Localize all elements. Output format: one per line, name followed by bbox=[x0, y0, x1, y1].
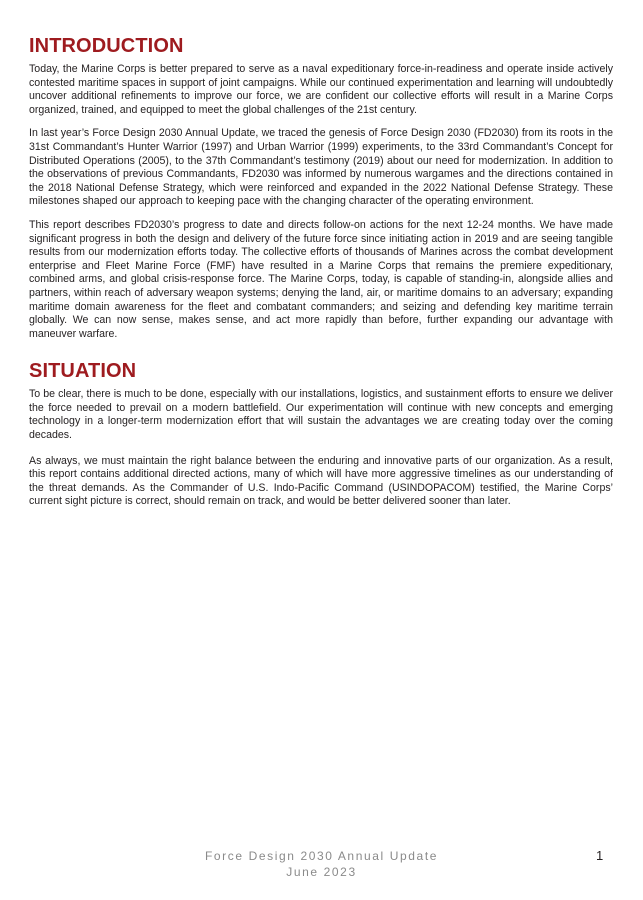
introduction-paragraph-1: Today, the Marine Corps is better prepared to serve as a naval expeditionary force-in-readiness and operate inside actively contested maritime spaces in support of joint campaigns. While our continued experimentation and learning will undoubtedly uncover additional refinements to improve our force, we are confident our collective efforts will result in a Marine Corps organized, trained, and equipped to meet the global challenges of the 21st century. bbox=[29, 63, 613, 116]
situation-section bbox=[29, 359, 613, 509]
page-content bbox=[29, 34, 613, 519]
situation-paragraph-2: As always, we must maintain the right balance between the enduring and innovative parts of our organization. As a result, this report contains additional directed actions, many of which will have more aggressive timelines as our understanding of the threat demands. As the Commander of U.S. Indo-Pacific Command (USINDOPACOM) testified, the Marine Corps’ current sight picture is correct, should remain on track, and would be better delivered sooner than later. bbox=[29, 454, 613, 508]
introduction-heading: INTRODUCTION bbox=[29, 35, 184, 57]
introduction-paragraph-3: This report describes FD2030’s progress to date and directs follow-on actions for the next 12-24 months. We have made significant progress in both the design and delivery of the future force since initiating action in 2019 and are seeing tangible results from our modernization efforts today. The collective efforts of thousands of Marines across the combat development enterprise and Fleet Marine Force (FMF) have resulted in a Marine Corps that remains the premiere expeditionary, combined arms, and global crisis-response force. The Marine Corps, today, is capable of standing-in, alongside allies and partners, within reach of adversary weapon systems; denying the land, air, or maritime domains to an adversary; expanding maritime domain awareness for the fleet and combatant commanders; and seizing and defending key maritime terrain globally. We can now sense, makes sense, and act more rapidly than before, further expanding our advantage with maneuver warfare. bbox=[29, 218, 613, 340]
page-footer bbox=[0, 848, 643, 880]
page-number: 1 bbox=[596, 848, 604, 863]
footer-title: Force Design 2030 Annual Update bbox=[204, 849, 439, 863]
introduction-paragraph-2: In last year’s Force Design 2030 Annual Update, we traced the genesis of Force Design 2030 (FD2030) from its roots in the 31st Commandant’s Hunter Warrior (1997) and Urban Warrior (1999) experiments, to the 33rd Commandant’s Concept for Distributed Operations (2005), to the 37th Commandant’s testimony (2019) about our need for modernization. In addition to the observations of previous Commandants, FD2030 was informed by numerous wargames and the directions contained in the 2018 National Defense Strategy, which were reinforced and expanded in the 2022 National Defense Strategy. These milestones shaped our approach to keeping pace with the changing character of the operating environment. bbox=[29, 127, 613, 208]
footer-date: June 2023 bbox=[286, 865, 357, 879]
situation-paragraph-1: To be clear, there is much to be done, especially with our installations, logistics, and sustainment efforts to ensure we deliver the force needed to prevail on a modern battlefield. Our experimentation will continue with new concepts and emerging technology in a longer-term modernization effort that will sustain the advantages we are creating today over the coming decades. bbox=[29, 388, 613, 442]
introduction-section bbox=[29, 34, 613, 341]
situation-heading: SITUATION bbox=[29, 360, 137, 383]
